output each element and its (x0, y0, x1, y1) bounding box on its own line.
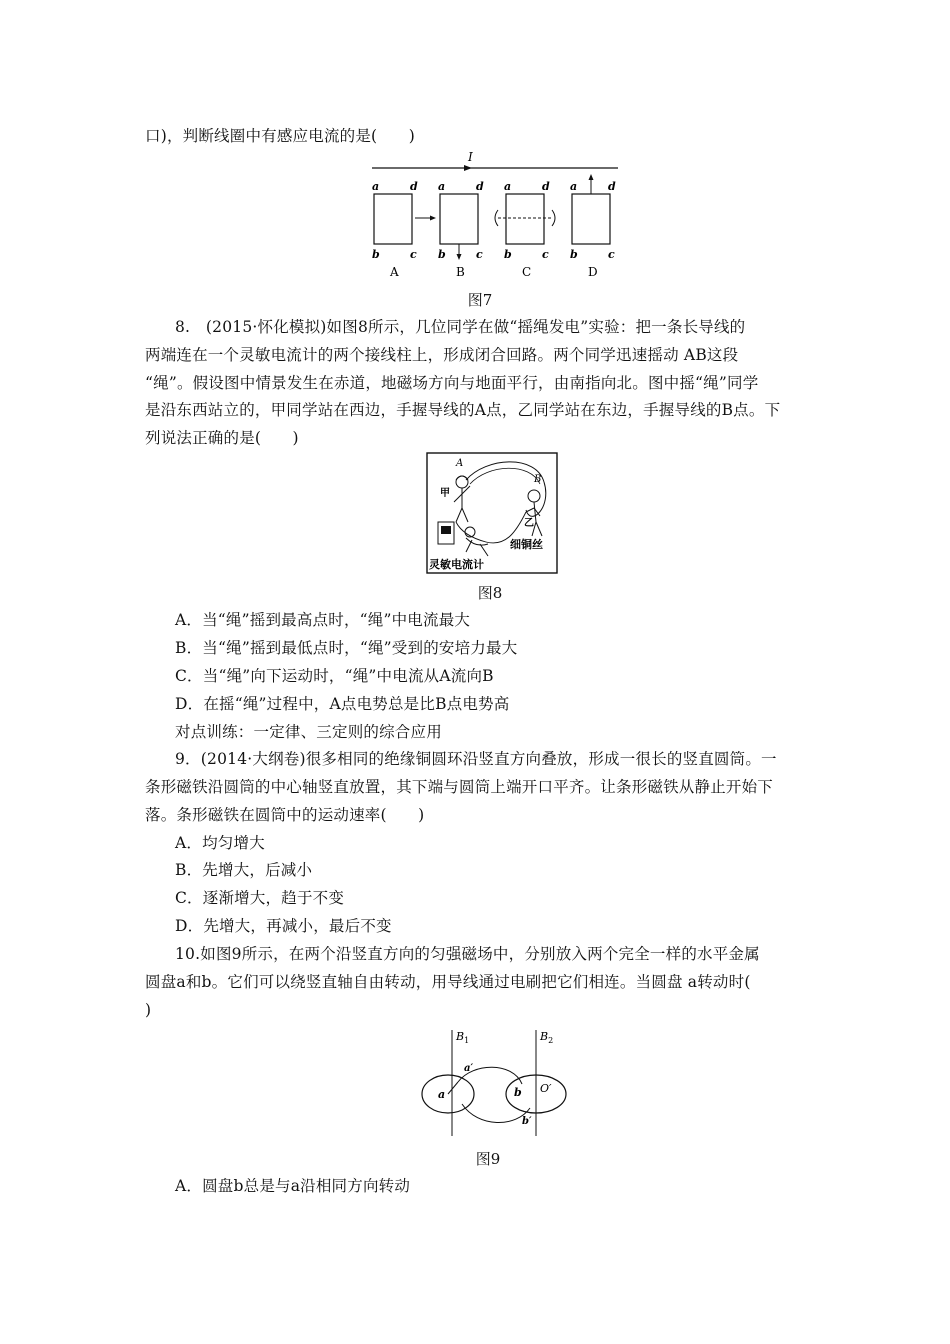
rotate-left-icon (495, 210, 498, 226)
question-8-option-c: C．当“绳”向下运动时，“绳”中电流从A流向B (175, 667, 494, 685)
figure-8 (426, 452, 558, 574)
field-b2-label: $B_2$ (540, 1030, 554, 1045)
question-9-option-b: B．先增大，后减小 (175, 861, 313, 879)
question-8-line-4: 是沿东西站立的，甲同学站在西边，手握导线的A点，乙同学站在东边，手握导线的B点。下 (145, 401, 781, 419)
figure-7 (360, 146, 630, 286)
question-8-option-b: B．当“绳”摇到最低点时，“绳”受到的安培力最大 (175, 639, 518, 657)
svg-text:c: c (476, 248, 483, 261)
svg-text:b: b (438, 248, 446, 261)
arrow-up-icon (589, 174, 594, 180)
option-label-d: D (588, 265, 598, 279)
question-9-option-a: A．均匀增大 (175, 834, 265, 852)
svg-text:c: c (542, 248, 549, 261)
current-arrow-icon (464, 165, 472, 171)
section-heading: 对点训练：一定律、三定则的综合应用 (175, 723, 442, 741)
svg-text:a: a (504, 180, 512, 193)
question-10-line-3: ) (145, 1001, 152, 1019)
corner-c: c (410, 248, 417, 261)
question-8-line-5: 列说法正确的是( ) (145, 429, 299, 447)
rotate-right-icon (552, 210, 555, 226)
question-8-line-2: 两端连在一个灵敏电流计的两个接线柱上，形成闭合回路。两个同学迅速摇动 AB这段 (145, 346, 739, 364)
arrow-right-icon (430, 216, 436, 221)
question-7-stem-end: 口)，判断线圈中有感应电流的是( ) (145, 127, 415, 145)
question-8-option-d: D．在摇“绳”过程中，A点电势总是比B点电势高 (175, 695, 510, 713)
arrow-down-icon (457, 254, 462, 260)
disk-b-label: b (514, 1086, 522, 1099)
svg-text:d: d (542, 180, 550, 193)
svg-text:d: d (608, 180, 616, 193)
figure-9 (418, 1024, 578, 1140)
corner-d: d (410, 180, 418, 193)
question-8-line-3: “绳”。假设图中情景发生在赤道，地磁场方向与地面平行，由南指向北。图中摇“绳”同学 (145, 374, 759, 392)
brush-a-label: a′ (464, 1063, 474, 1074)
question-10-line-2: 圆盘a和b。它们可以绕竖直轴自由转动，用导线通过电刷把它们相连。当圆盘 a转动时( (145, 973, 751, 991)
point-b-label: B (534, 474, 542, 485)
option-label-b: B (456, 265, 465, 279)
svg-text:c: c (608, 248, 615, 261)
axis-o-label: O′ (540, 1082, 552, 1095)
loop-c (506, 194, 544, 244)
galvanometer-label: 灵敏电流计 (429, 558, 484, 571)
question-9-line-2: 条形磁铁沿圆筒的中心轴竖直放置，其下端与圆筒上端开口平齐。让条形磁铁从静止开始下 (145, 778, 774, 796)
loop-a (374, 194, 412, 244)
jia-label: 甲 (440, 488, 450, 499)
question-10-option-a: A．圆盘b总是与a沿相同方向转动 (175, 1177, 411, 1195)
svg-text:b: b (570, 248, 578, 261)
field-b1-label: $B_1$ (456, 1030, 470, 1045)
figure-9-caption: 图9 (475, 1150, 501, 1168)
point-a-label: A (456, 458, 464, 469)
yi-label: 乙 (524, 518, 534, 529)
loop-d (572, 194, 610, 244)
figure-7-caption: 图7 (467, 291, 493, 309)
disk-a-label: a (438, 1088, 446, 1101)
question-8-option-a: A．当“绳”摇到最高点时，“绳”中电流最大 (175, 611, 471, 629)
corner-b: b (372, 248, 380, 261)
svg-text:a: a (570, 180, 578, 193)
question-9-option-c: C．逐渐增大，趋于不变 (175, 889, 345, 907)
question-8-line-1: 8. (2015·怀化模拟)如图8所示，几位同学在做“摇绳发电”实验：把一条长导线的 (175, 318, 746, 336)
brush-b-label: b′ (522, 1116, 532, 1127)
option-label-a: A (390, 265, 399, 279)
loop-b (440, 194, 478, 244)
question-9-line-3: 落。条形磁铁在圆筒中的运动速率( ) (145, 806, 425, 824)
current-label: I (468, 150, 473, 164)
question-9-line-1: 9．(2014·大纲卷)很多相同的绝缘铜圆环沿竖直方向叠放，形成一很长的竖直圆筒。一 (175, 750, 777, 768)
svg-text:d: d (476, 180, 484, 193)
option-label-c: C (522, 265, 532, 279)
question-10-line-1: 10.如图9所示，在两个沿竖直方向的匀强磁场中，分别放入两个完全一样的水平金属 (175, 945, 760, 963)
question-9-option-d: D．先增大，再减小，最后不变 (175, 917, 392, 935)
svg-text:b: b (504, 248, 512, 261)
corner-a: a (372, 180, 380, 193)
wire-bottom (462, 1104, 530, 1123)
svg-text:a: a (438, 180, 446, 193)
figure-8-caption: 图8 (477, 584, 503, 602)
copper-wire-label: 细铜丝 (510, 538, 543, 551)
